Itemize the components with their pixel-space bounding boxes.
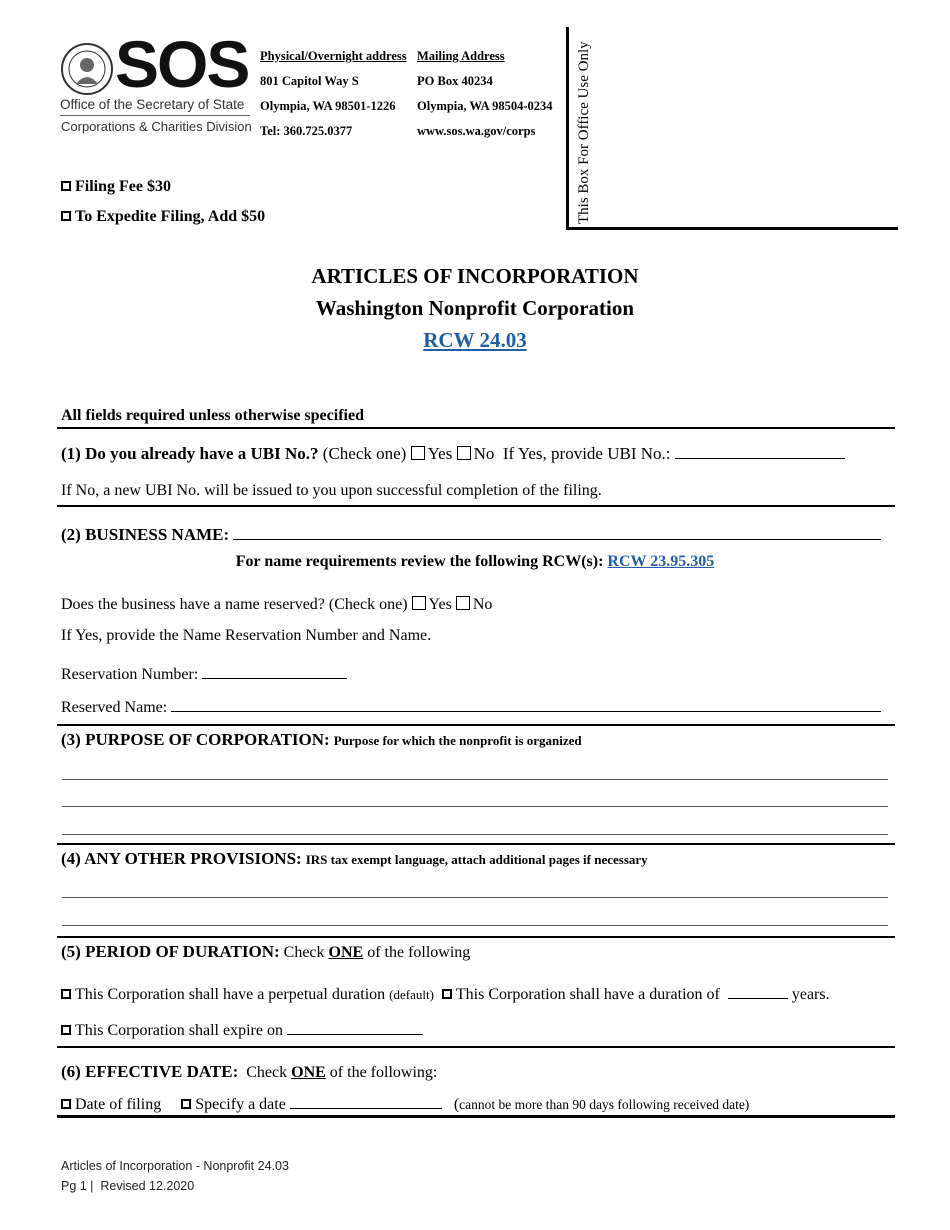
- reservation-number-row: [61, 664, 347, 684]
- duration-one: ONE: [328, 944, 364, 961]
- specify-date-field[interactable]: [290, 1094, 442, 1109]
- name-reserved-question: [61, 596, 492, 614]
- logo-line-2: Corporations & Charities Division: [61, 119, 252, 134]
- provisions-line-2[interactable]: [62, 925, 888, 926]
- perpetual-default: (default): [389, 987, 434, 1002]
- effective-check: Check: [246, 1064, 288, 1081]
- reserved-name-field[interactable]: [171, 697, 881, 712]
- purpose-line-1[interactable]: [62, 779, 888, 780]
- ubi-yes-label: Yes: [427, 444, 453, 463]
- mailing-box: PO Box 40234: [417, 74, 493, 88]
- specify-date-checkbox[interactable]: [181, 1099, 191, 1109]
- mailing-city: Olympia, WA 98504-0234: [417, 99, 553, 113]
- duration-years-field[interactable]: [728, 984, 788, 999]
- ubi-provide-label: If Yes, provide UBI No.:: [502, 444, 671, 463]
- ubi-yes-checkbox[interactable]: [411, 446, 425, 460]
- reservation-number-label: Reservation Number:: [61, 666, 199, 683]
- duration-rest: of the following: [367, 944, 471, 961]
- effective-date-note: cannot be more than 90 days following received date): [459, 1097, 750, 1112]
- duration-check: Check: [283, 944, 325, 961]
- section-provisions: [61, 849, 648, 869]
- business-name-field[interactable]: [233, 525, 881, 540]
- purpose-label: (3) PURPOSE OF CORPORATION:: [61, 730, 330, 749]
- ubi-no-checkbox[interactable]: [457, 446, 471, 460]
- note-paren: (: [453, 1096, 460, 1113]
- provisions-sub: IRS tax exempt language, attach additional pages if necessary: [305, 852, 648, 867]
- expire-row: [61, 1020, 423, 1040]
- sos-logo: [60, 27, 255, 140]
- ubi-check-one: (Check one): [322, 444, 407, 463]
- expire-checkbox[interactable]: [61, 1025, 71, 1035]
- page-subtitle: Washington Nonprofit Corporation: [315, 296, 635, 320]
- ubi-no-label: No: [473, 444, 495, 463]
- effective-rest: of the following:: [329, 1064, 438, 1081]
- reserved-yes-checkbox[interactable]: [412, 596, 426, 610]
- expedite-option[interactable]: [61, 208, 265, 226]
- date-of-filing-label: Date of filing: [75, 1096, 162, 1113]
- office-use-box: [566, 27, 898, 230]
- reserved-yes-label: Yes: [428, 596, 452, 613]
- footer-form-name: Articles of Incorporation - Nonprofit 24.03: [61, 1159, 289, 1173]
- filing-fee-label: Filing Fee $30: [75, 178, 171, 195]
- physical-tel: Tel: 360.725.0377: [260, 124, 353, 138]
- filing-fee-checkbox[interactable]: [61, 181, 71, 191]
- reservation-number-field[interactable]: [202, 664, 347, 679]
- reserved-name-row: [61, 697, 881, 717]
- duration-years-unit: years.: [791, 986, 830, 1003]
- rcw-link[interactable]: RCW 24.03: [423, 328, 527, 352]
- expire-date-field[interactable]: [287, 1020, 423, 1035]
- expedite-label: To Expedite Filing, Add $50: [75, 208, 266, 225]
- state-seal-icon: [60, 42, 114, 96]
- ubi-question: (1) Do you already have a UBI No.?: [61, 444, 319, 463]
- section-ubi: [61, 444, 845, 464]
- purpose-sub: Purpose for which the nonprofit is organized: [333, 733, 582, 748]
- name-requirements: [0, 553, 950, 571]
- mailing-heading: Mailing Address: [417, 49, 505, 63]
- reservation-provide: If Yes, provide the Name Reservation Number and Name.: [61, 627, 432, 644]
- expire-label: This Corporation shall expire on: [75, 1022, 283, 1039]
- business-name-label: (2) BUSINESS NAME:: [61, 525, 230, 544]
- section-business-name: [61, 525, 881, 545]
- perpetual-label: This Corporation shall have a perpetual duration: [75, 986, 386, 1003]
- page-title: ARTICLES OF INCORPORATION: [311, 264, 639, 288]
- section-duration: [61, 942, 470, 962]
- reserved-no-checkbox[interactable]: [456, 596, 470, 610]
- effective-options-row: [61, 1094, 749, 1114]
- ubi-note: If No, a new UBI No. will be issued to you upon successful completion of the filing.: [61, 482, 602, 499]
- mailing-web: www.sos.wa.gov/corps: [417, 124, 536, 138]
- section-effective-date: [61, 1062, 437, 1082]
- physical-address: [260, 44, 407, 144]
- duration-label: (5) PERIOD OF DURATION:: [61, 942, 280, 961]
- purpose-line-2[interactable]: [62, 806, 888, 807]
- filing-fee-option[interactable]: [61, 178, 171, 196]
- specify-date-label: Specify a date: [195, 1096, 286, 1113]
- reserved-no-label: No: [472, 596, 493, 613]
- purpose-line-3[interactable]: [62, 834, 888, 835]
- effective-one: ONE: [291, 1064, 326, 1081]
- section-purpose: [61, 730, 582, 750]
- provisions-line-1[interactable]: [62, 897, 888, 898]
- physical-city: Olympia, WA 98501-1226: [260, 99, 396, 113]
- office-use-label: This Box For Office Use Only: [576, 41, 592, 224]
- mailing-address: [417, 44, 553, 144]
- footer-page-revision: Pg 1 | Revised 12.2020: [61, 1179, 195, 1193]
- physical-heading: Physical/Overnight address: [260, 49, 407, 63]
- required-note: All fields required unless otherwise specified: [61, 407, 364, 424]
- duration-options-row: [61, 984, 830, 1004]
- perpetual-checkbox[interactable]: [61, 989, 71, 999]
- duration-years-label: This Corporation shall have a duration of: [455, 986, 720, 1003]
- provisions-label: (4) ANY OTHER PROVISIONS:: [61, 849, 302, 868]
- rcw-23-95-305-link[interactable]: RCW 23.95.305: [607, 553, 715, 570]
- expedite-checkbox[interactable]: [61, 211, 71, 221]
- effective-date-label: (6) EFFECTIVE DATE:: [61, 1062, 239, 1081]
- reserved-question-text: Does the business have a name reserved? (Check one): [61, 596, 408, 613]
- physical-street: 801 Capitol Way S: [260, 74, 359, 88]
- duration-years-checkbox[interactable]: [442, 989, 452, 999]
- ubi-number-field[interactable]: [675, 444, 845, 459]
- reserved-name-label: Reserved Name:: [61, 699, 168, 716]
- sos-wordmark: SOS: [115, 27, 249, 101]
- name-requirements-text: For name requirements review the following RCW(s):: [235, 553, 604, 570]
- logo-line-1: Office of the Secretary of State: [60, 97, 245, 112]
- date-of-filing-checkbox[interactable]: [61, 1099, 71, 1109]
